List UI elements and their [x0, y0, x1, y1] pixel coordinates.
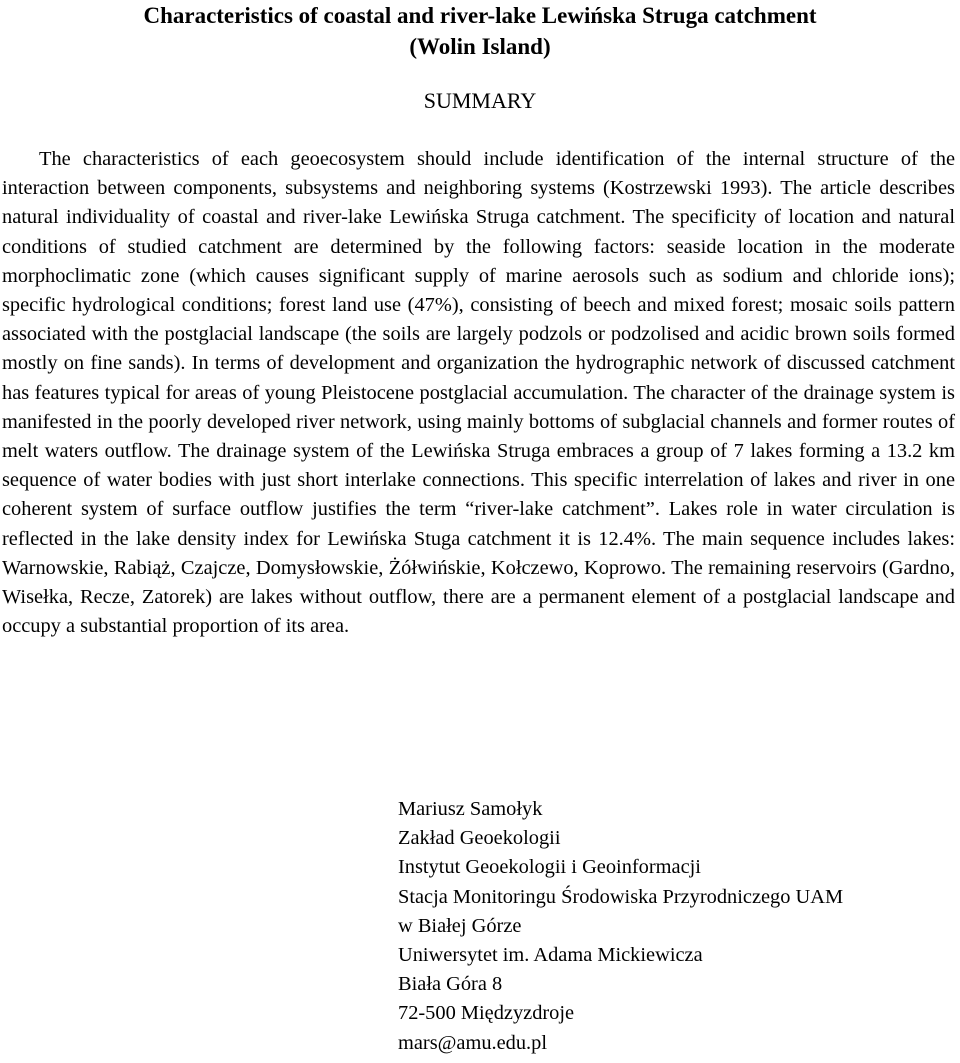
summary-heading: SUMMARY [423, 88, 537, 113]
document-title [0, 0, 960, 62]
author-email: mars@amu.edu.pl [398, 1031, 548, 1054]
title-line-2: (Wolin Island) [409, 34, 551, 59]
summary-paragraph: The characteristics of each geoecosystem should include identification of the internal structure of the interaction between components, subsystems and neighboring systems (Kostrzewski 1993). The article describes natural individuality of coastal and river-lake Lewińska Struga catchment. The specificity of location and natural conditions of studied catchment are determined by the following factors: seaside location in the moderate morphoclimatic zone (which causes significant supply of marine aerosols such as sodium and chloride ions); specific hydrological conditions; forest land use (47%), consisting of beech and mixed forest; mosaic soils pattern associated with the postglacial landscape (the soils are largely podzols or podzolised and acidic brown soils formed mostly on fine sands). In terms of development and organization the hydrographic network of discussed catchment has features typical for areas of young Pleistocene postglacial accumulation. The character of the drainage system is manifested in the poorly developed river network, using mainly bottoms of subglacial channels and former routes of melt waters outflow. The drainage system of the Lewińska Struga embraces a group of 7 lakes forming a 13.2 km sequence of water bodies with just short interlake connections. This specific interrelation of lakes and river in one coherent system of surface outflow justifies the term “river-lake catchment”. Lakes role in water circulation is reflected in the lake density index for Lewińska Stuga catchment it is 12.4%. The main sequence includes lakes: Warnowskie, Rabiąż, Czajcze, Domysłowskie, Żółwińskie, Kołczewo, Koprowo. The remaining reservoirs (Gardno, Wisełka, Recze, Zatorek) are lakes without outflow, there are a permanent element of a postglacial landscape and occupy a substantial proportion of its area. [2, 148, 955, 638]
author-institute: Instytut Geoekologii i Geoinformacji [398, 856, 701, 879]
title-line-1: Characteristics of coastal and river-lake Lewińska Struga catchment [143, 3, 817, 28]
author-affiliation-block [398, 795, 958, 1058]
author-department: Zakład Geoekologii [398, 827, 561, 850]
author-name: Mariusz Samołyk [398, 798, 543, 820]
author-postal-address: 72-500 Międzyzdroje [398, 1002, 575, 1025]
author-station-location: w Białej Górze [398, 914, 522, 937]
author-street-address: Biała Góra 8 [398, 973, 503, 996]
author-station: Stacja Monitoringu Środowiska Przyrodniczego UAM [398, 885, 844, 908]
author-university: Uniwersytet im. Adama Mickiewicza [398, 944, 703, 967]
